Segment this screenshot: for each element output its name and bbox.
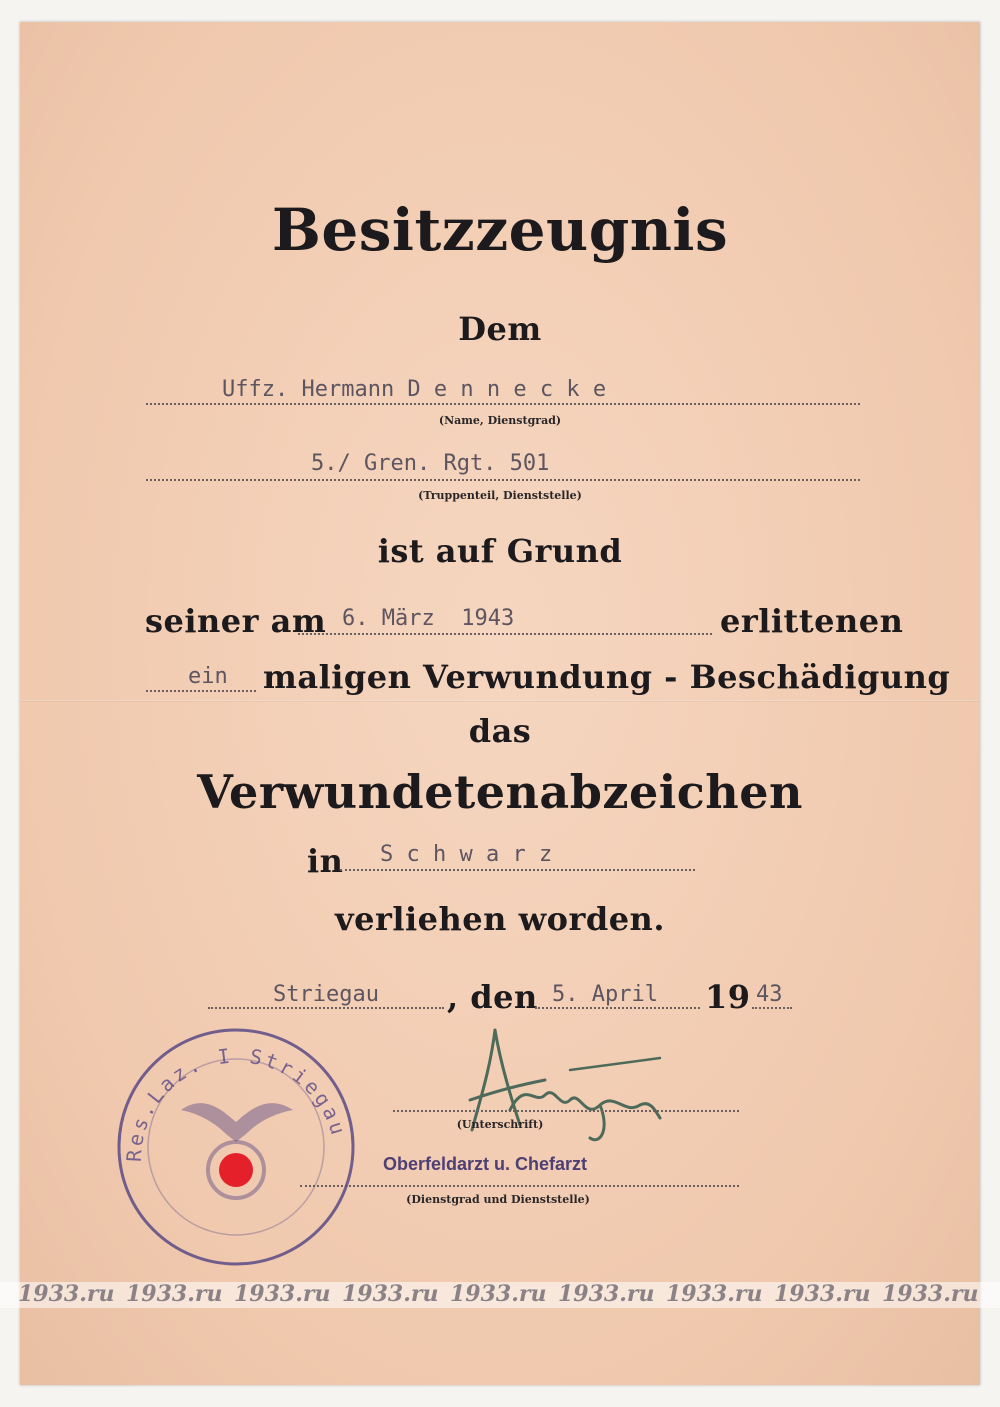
- wound-date-value: 6. März 1943: [342, 606, 515, 631]
- paper-fold-line: [20, 700, 980, 702]
- name-dotted-line: [146, 403, 860, 405]
- rank-caption: (Dienstgrad und Dienststelle): [406, 1193, 590, 1206]
- watermark-text: 1933.ru: [558, 1281, 655, 1307]
- document-title: Besitzzeugnis: [271, 196, 729, 264]
- award-name: Verwundetenabzeichen: [197, 765, 803, 819]
- watermark-text: 1933.ru: [18, 1281, 115, 1307]
- issue-date-dotted-line: [535, 1007, 700, 1009]
- das-label: das: [468, 712, 532, 750]
- wound-text: maligen Verwundung - Beschädigung: [263, 658, 951, 696]
- watermark-text: 1933.ru: [126, 1281, 223, 1307]
- year-suffix: 43: [756, 982, 783, 1007]
- watermark-text: 1933.ru: [882, 1281, 979, 1307]
- in-label: in: [307, 842, 344, 880]
- signature-caption: (Unterschrift): [456, 1118, 544, 1131]
- official-stamp: [111, 1022, 361, 1272]
- watermark-text: 1933.ru: [774, 1281, 871, 1307]
- erlittenen-label: erlittenen: [720, 602, 904, 640]
- year-dotted-line: [752, 1007, 792, 1009]
- name-caption: (Name, Dienstgrad): [438, 414, 562, 427]
- ein-dotted-line: [146, 690, 256, 692]
- den-label: , den: [447, 978, 538, 1016]
- grund-line: ist auf Grund: [377, 532, 623, 570]
- name-value: Uffz. Hermann D e n n e c k e: [222, 377, 607, 402]
- watermark-text: 1933.ru: [450, 1281, 547, 1307]
- wound-date-dotted-line: [298, 633, 712, 635]
- year-prefix: 19: [705, 978, 751, 1016]
- rank-stamp: Oberfeldarzt u. Chefarzt: [383, 1154, 588, 1174]
- ein-value: ein: [188, 664, 228, 689]
- watermark-text: 1933.ru: [342, 1281, 439, 1307]
- rank-dotted-line: [300, 1185, 739, 1187]
- place-value: Striegau: [273, 982, 379, 1007]
- seiner-am-label: seiner am: [145, 602, 327, 640]
- unit-caption: (Truppenteil, Dienststelle): [418, 489, 582, 502]
- watermark-text: 1933.ru: [234, 1281, 331, 1307]
- stamp-ring-text-path: Res.Laz. I Striegau: [121, 1043, 352, 1163]
- grade-value: S c h w a r z: [380, 842, 553, 867]
- watermark-text: 1933.ru: [666, 1281, 763, 1307]
- dem-label: Dem: [458, 310, 542, 348]
- verliehen-label: verliehen worden.: [335, 900, 665, 938]
- unit-value: 5./ Gren. Rgt. 501: [311, 451, 550, 476]
- stamp-center-dot: [219, 1153, 253, 1187]
- place-dotted-line: [208, 1007, 444, 1009]
- unit-dotted-line: [146, 479, 860, 481]
- issue-date-value: 5. April: [552, 982, 658, 1007]
- signature-dotted-line: [393, 1110, 739, 1112]
- grade-dotted-line: [340, 869, 695, 871]
